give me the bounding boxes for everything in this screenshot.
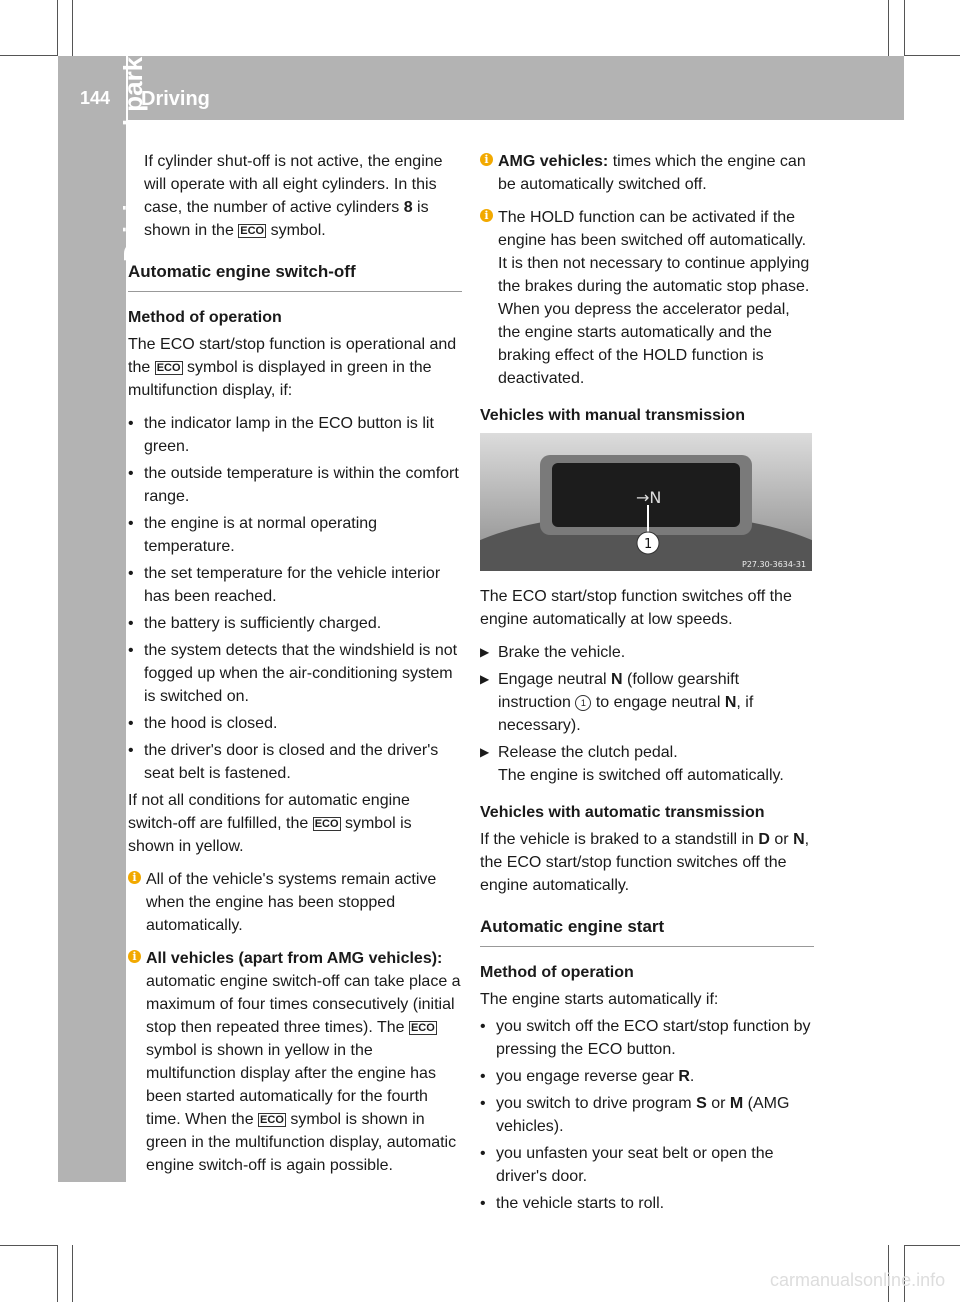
text: or bbox=[706, 1095, 730, 1112]
info-icon: i bbox=[128, 871, 141, 884]
text: If the vehicle is braked to a standstill in bbox=[480, 831, 759, 848]
crop-mark bbox=[905, 55, 960, 56]
list-item: • you switch off the ECO start/stop function by pressing the ECO button. bbox=[480, 1018, 811, 1058]
text: symbol is shown in green in the multifunction display, automatic engine switch-off is again possible. bbox=[146, 1111, 457, 1174]
list-item: • the indicator lamp in the ECO button is lit green. bbox=[128, 415, 434, 455]
text: D bbox=[758, 831, 770, 848]
step bbox=[480, 668, 814, 737]
eco-icon: ECO bbox=[410, 1022, 435, 1034]
list-item: • you engage reverse gear R. bbox=[480, 1068, 695, 1085]
figure-code: P27.30-3634-31 bbox=[742, 560, 807, 569]
text: the hood is closed. bbox=[144, 715, 278, 732]
step bbox=[480, 641, 814, 664]
list-item: • the set temperature for the vehicle interior has been reached. bbox=[128, 565, 441, 605]
text: Release the clutch pedal. bbox=[498, 744, 678, 761]
crop-mark bbox=[888, 0, 889, 56]
not-fulfilled-paragraph bbox=[128, 789, 462, 858]
manual-heading: Vehicles with manual transmission bbox=[480, 407, 745, 424]
page-number: 144 bbox=[80, 88, 111, 108]
gearshift-figure bbox=[480, 433, 812, 571]
text: R bbox=[678, 1068, 690, 1085]
text: symbol is shown in yellow. bbox=[128, 815, 412, 855]
list-item: • you unfasten your seat belt or open the driver's door. bbox=[480, 1145, 774, 1185]
text: the indicator lamp in the ECO button is lit green. bbox=[144, 415, 434, 455]
method-paragraph bbox=[128, 333, 462, 402]
section-title: Driving bbox=[141, 88, 210, 110]
text: N bbox=[724, 694, 737, 711]
text: (AMG vehicles). bbox=[496, 1095, 790, 1135]
text: the system detects that the windshield is not fogged up when the air-conditioning system is switched on. bbox=[144, 642, 458, 705]
heading-engine-switch-off: Automatic engine switch-off bbox=[128, 260, 462, 292]
crop-mark bbox=[0, 55, 58, 56]
list-item: • the hood is closed. bbox=[128, 715, 278, 732]
text: you switch off the ECO start/stop function by pressing the ECO button. bbox=[496, 1018, 811, 1058]
text: Engage neutral bbox=[498, 671, 611, 688]
text: symbol. bbox=[266, 222, 326, 239]
text: Brake the vehicle. bbox=[498, 644, 626, 661]
crop-mark bbox=[57, 0, 58, 56]
eco-icon: ECO bbox=[240, 225, 265, 237]
arrow-icon: ▶ bbox=[480, 672, 490, 686]
text: S bbox=[696, 1095, 707, 1112]
text: (follow gearshift instruction bbox=[498, 671, 740, 711]
auto-paragraph bbox=[480, 828, 814, 897]
start-paragraph: The engine starts automatically if: bbox=[480, 991, 719, 1008]
crop-mark bbox=[904, 0, 905, 56]
method-heading: Method of operation bbox=[480, 964, 634, 981]
text: or bbox=[769, 831, 794, 848]
crop-mark bbox=[0, 1245, 58, 1246]
callout-ref: 1 bbox=[575, 695, 591, 711]
text: is shown in the bbox=[144, 199, 429, 239]
method-heading: Method of operation bbox=[128, 309, 282, 326]
cylinder-paragraph bbox=[128, 150, 462, 242]
heading-engine-start: Automatic engine start bbox=[480, 915, 814, 947]
crop-mark bbox=[72, 1245, 73, 1302]
info-note bbox=[128, 868, 462, 937]
info-note bbox=[128, 947, 462, 1177]
left-column bbox=[128, 150, 462, 1187]
list-item: • the system detects that the windshield is not fogged up when the air-conditioning system is switched on. bbox=[128, 642, 458, 705]
crop-mark bbox=[72, 0, 73, 56]
info-icon: i bbox=[480, 153, 493, 166]
watermark: carmanualsonline.info bbox=[770, 1270, 946, 1290]
display-text: →N bbox=[636, 488, 662, 507]
step bbox=[480, 741, 814, 787]
text: the battery is sufficiently charged. bbox=[144, 615, 382, 632]
text: . bbox=[689, 1068, 695, 1085]
list-item: • you switch to drive program S or M (AMG vehicles). bbox=[480, 1095, 790, 1135]
text: M bbox=[729, 1095, 744, 1112]
text: the set temperature for the vehicle interior has been reached. bbox=[144, 565, 441, 605]
side-tab bbox=[58, 120, 126, 1182]
list-item: • the engine is at normal operating temperature. bbox=[128, 515, 378, 555]
text: The ECO start/stop function is operational and the bbox=[128, 336, 457, 376]
text: you engage reverse gear bbox=[496, 1068, 679, 1085]
crop-mark bbox=[57, 1245, 58, 1302]
auto-heading: Vehicles with automatic transmission bbox=[480, 804, 765, 821]
text: automatic engine switch-off can take place a maximum of four times consecutively (initial stop then repeated three times). The bbox=[146, 973, 461, 1036]
text: All vehicles (apart from AMG vehicles): bbox=[146, 950, 443, 967]
manual-paragraph: The ECO start/stop function switches off the engine automatically at low speeds. bbox=[480, 588, 792, 628]
text: the driver's door is closed and the driver's seat belt is fastened. bbox=[144, 742, 439, 782]
side-tab-label: Driving and parking bbox=[118, 17, 148, 262]
text: AMG vehicles: bbox=[498, 153, 609, 170]
text: you switch to drive program bbox=[496, 1095, 697, 1112]
text: , if necessary). bbox=[498, 694, 754, 734]
list-item: • the battery is sufficiently charged. bbox=[128, 615, 382, 632]
text: you unfasten your seat belt or open the driver's door. bbox=[496, 1145, 774, 1185]
text: symbol is displayed in green in the multifunction display, if: bbox=[128, 359, 432, 399]
callout-1: 1 bbox=[644, 537, 653, 552]
text: 8 bbox=[403, 199, 413, 216]
right-column bbox=[480, 150, 814, 1219]
eco-icon: ECO bbox=[260, 1114, 284, 1126]
text: , the ECO start/stop function switches off the engine automatically. bbox=[480, 831, 810, 894]
text: times which the engine can be automatically switched off. bbox=[498, 153, 806, 193]
text: symbol is shown in yellow in the multifunction display after the engine has been started automatically for the fourth time. When the bbox=[146, 1042, 436, 1128]
eco-icon: ECO bbox=[156, 362, 181, 374]
text: N bbox=[610, 671, 623, 688]
crop-mark bbox=[905, 1245, 960, 1246]
text: N bbox=[793, 831, 805, 848]
text: to engage neutral bbox=[591, 694, 725, 711]
text: the outside temperature is within the comfort range. bbox=[144, 465, 459, 505]
eco-icon: ECO bbox=[314, 818, 339, 830]
arrow-icon: ▶ bbox=[480, 745, 490, 759]
list-item: • the driver's door is closed and the driver's seat belt is fastened. bbox=[128, 742, 439, 782]
text: The engine is switched off automatically. bbox=[498, 767, 784, 784]
info-icon: i bbox=[128, 950, 141, 963]
info-note bbox=[480, 206, 814, 390]
text: The HOLD function can be activated if the engine has been switched off automatically. It is then not necessary to continue applying the brakes during the automatic stop phase. When you depress the accelerator pedal, the engine starts automatically and the braking effect of the HOLD function is deactivated. bbox=[498, 209, 810, 387]
text: the engine is at normal operating temperature. bbox=[144, 515, 378, 555]
text: If cylinder shut-off is not active, the engine will operate with all eight cylinders. In this case, the number of active cylinders bbox=[144, 153, 443, 216]
text: If not all conditions for automatic engine switch-off are fulfilled, the bbox=[128, 792, 410, 832]
list-item: • the vehicle starts to roll. bbox=[480, 1195, 665, 1212]
list-item: • the outside temperature is within the comfort range. bbox=[128, 465, 459, 505]
arrow-icon: ▶ bbox=[480, 645, 490, 659]
text: the vehicle starts to roll. bbox=[496, 1195, 665, 1212]
text: All of the vehicle's systems remain active when the engine has been stopped automatically. bbox=[146, 871, 437, 934]
info-icon: i bbox=[480, 209, 493, 222]
info-note bbox=[480, 150, 814, 196]
